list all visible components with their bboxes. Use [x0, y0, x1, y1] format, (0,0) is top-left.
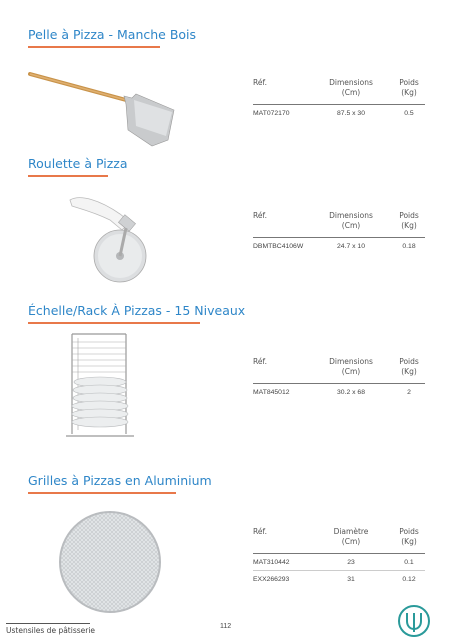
header-col3: Poids (Kg) [399, 527, 419, 546]
cell-ref: MAT845012 [253, 389, 290, 396]
table-row [253, 105, 425, 121]
cell-col3: 2 [407, 389, 411, 396]
brand-logo-icon [397, 604, 431, 638]
pizza-cutter-image [60, 190, 160, 290]
table-row [253, 384, 425, 400]
section-title-pizza-rack: Échelle/Rack À Pizzas - 15 Niveaux [28, 303, 246, 318]
title-underline [28, 492, 176, 494]
cell-ref: EXX266293 [253, 576, 290, 583]
table-row [253, 554, 425, 570]
header-col3: Poids (Kg) [399, 78, 419, 97]
header-col3: Poids (Kg) [399, 357, 419, 376]
cell-ref: DBMTBC4106W [253, 243, 304, 250]
page-number: 112 [220, 623, 232, 630]
header-ref: Réf. [253, 211, 267, 220]
header-col2: Dimensions (Cm) [329, 357, 373, 376]
header-ref: Réf. [253, 78, 267, 87]
cell-col3: 0.1 [404, 559, 414, 566]
cell-col2: 30.2 x 68 [337, 389, 365, 396]
spec-table [253, 357, 425, 400]
pizza-screen-image [58, 510, 162, 614]
section-title-pizza-peel: Pelle à Pizza - Manche Bois [28, 27, 197, 42]
pizza-rack-image [64, 330, 144, 442]
title-underline [28, 46, 160, 48]
spec-table [253, 211, 425, 254]
cell-col2: 87.5 x 30 [337, 110, 365, 117]
footer-divider [6, 623, 90, 624]
footer-category: Ustensiles de pâtisserie [6, 626, 96, 635]
title-underline [28, 175, 108, 177]
cell-ref: MAT072170 [253, 110, 290, 117]
cell-col3: 0.5 [404, 110, 414, 117]
cell-col2: 31 [347, 576, 355, 583]
header-ref: Réf. [253, 527, 267, 536]
spec-table [253, 78, 425, 121]
cell-col2: 24.7 x 10 [337, 243, 365, 250]
header-col2: Dimensions (Cm) [329, 78, 373, 97]
table-row [253, 238, 425, 254]
cell-col3: 0.18 [402, 243, 416, 250]
title-underline [28, 322, 200, 324]
section-title-pizza-screens: Grilles à Pizzas en Aluminium [28, 473, 212, 488]
pizza-peel-image [28, 70, 178, 150]
header-col3: Poids (Kg) [399, 211, 419, 230]
section-title-pizza-cutter: Roulette à Pizza [28, 156, 128, 171]
header-col2: Diamètre (Cm) [333, 527, 369, 546]
cell-col2: 23 [347, 559, 355, 566]
table-row [253, 571, 425, 587]
header-ref: Réf. [253, 357, 267, 366]
cell-col3: 0.12 [402, 576, 416, 583]
cell-ref: MAT310442 [253, 559, 290, 566]
spec-table [253, 527, 425, 587]
header-col2: Dimensions (Cm) [329, 211, 373, 230]
